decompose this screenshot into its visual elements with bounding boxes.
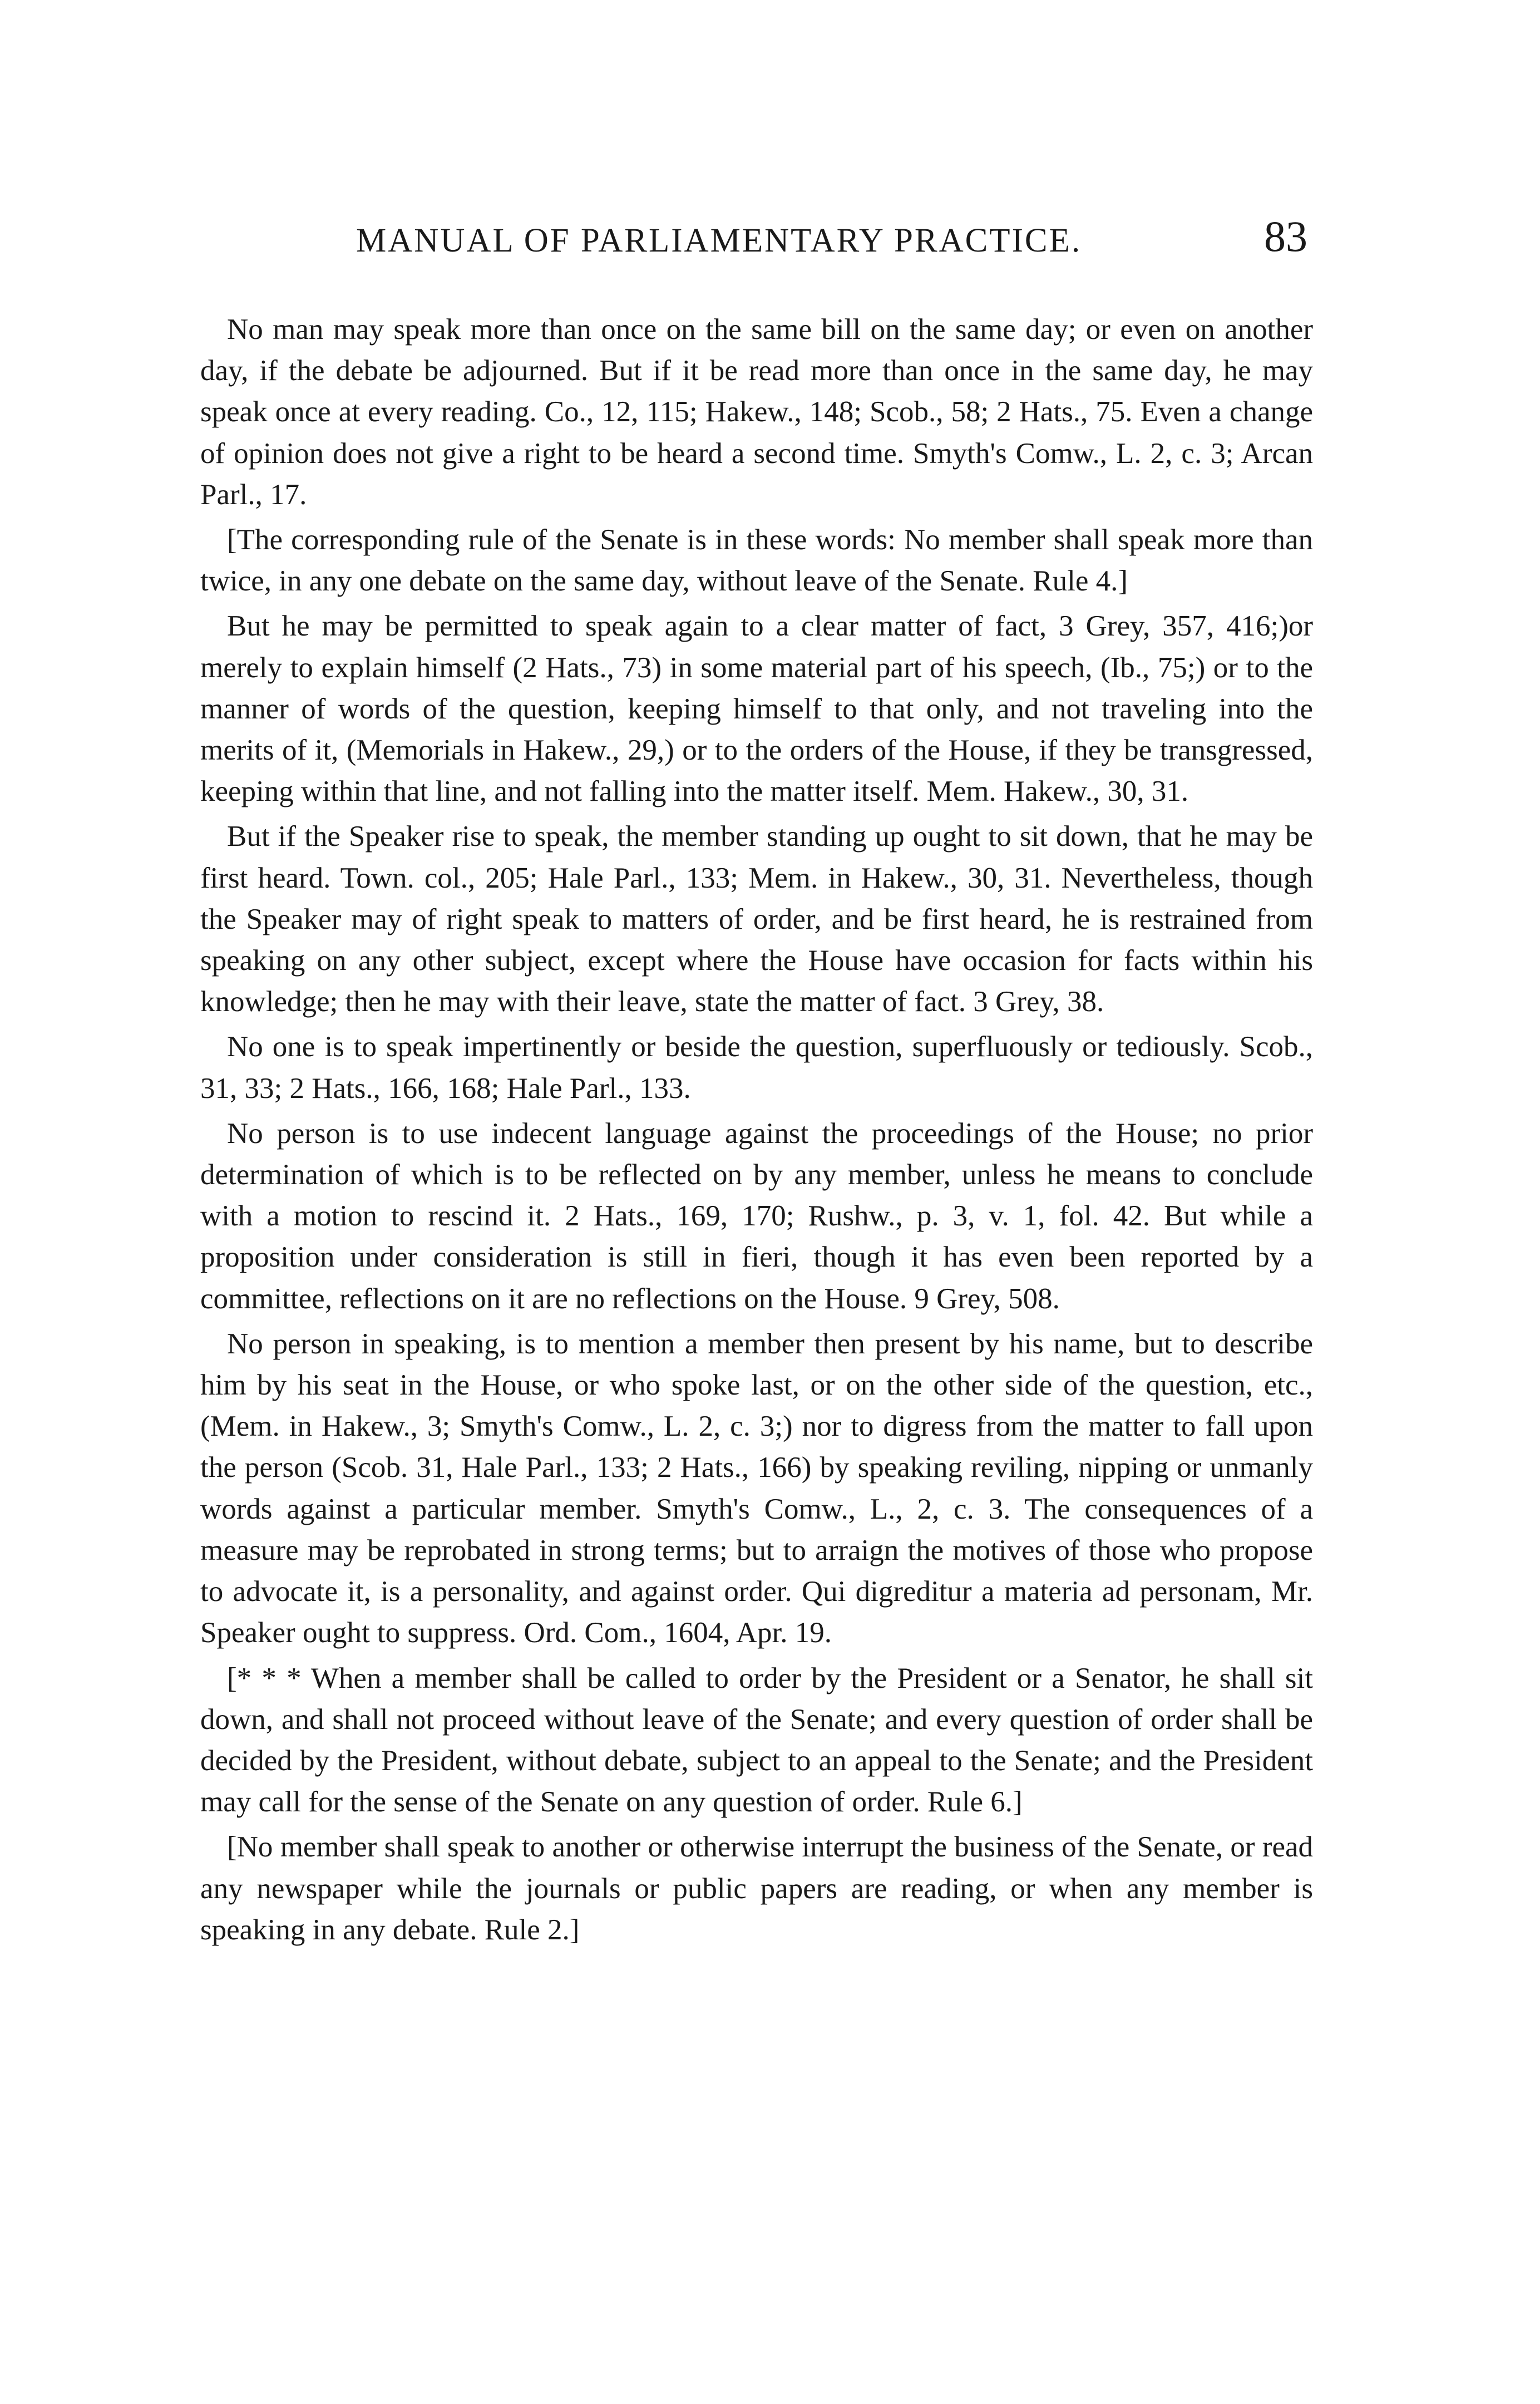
paragraph: No person is to use indecent language against the proceedings of the House; no prior determination of which is to be reflected on by any member, unless he means to conclude with a motion to rescind it. 2 Hats., 169, 170; Rushw., p. 3, v. 1, fol. 42. But while a proposition under consideration is still in fieri, though it has even been reported by a committee, reflections on it are no reflections on the House. 9 Grey, 508. [200, 1117, 1313, 1315]
paragraph: [* * * When a member shall be called to order by the President or a Senator, he shall sit down, and shall not proceed without leave of the Senate; and every question of order shall be decided by the President, without debate, subject to an appeal to the Senate; and the President may call for the sense of the Senate on any question of order. Rule 6.] [200, 1662, 1313, 1819]
page-header [200, 211, 1319, 273]
paragraph: But he may be permitted to speak again to a clear matter of fact, 3 Grey, 357, 416;)or merely to explain himself (2 Hats., 73) in some material part of his speech, (Ib., 75;) or to the manner of words of the question, keeping himself to that only, and not traveling into the merits of it, (Memorials in Hakew., 29,) or to the orders of the House, if they be transgressed, keeping within that line, and not falling into the matter itself. Mem. Hakew., 30, 31. [200, 610, 1313, 808]
page-number: 83 [1264, 212, 1307, 260]
paragraph: No one is to speak impertinently or beside the question, superfluously or tediously. Scob., 31, 33; 2 Hats., 166, 168; Hale Parl., 133. [200, 1031, 1313, 1105]
paragraph: [The corresponding rule of the Senate is in these words: No member shall speak more than twice, in any one debate on the same day, without leave of the Senate. Rule 4.] [200, 524, 1313, 598]
paragraph: No man may speak more than once on the same bill on the same day; or even on another day, if the debate be adjourned. But if it be read more than once in the same day, he may speak once at every reading. Co., 12, 115; Hakew., 148; Scob., 58; 2 Hats., 75. Even a change of opinion does not give a right to be heard a second time. Smyth's Comw., L. 2, c. 3; Arcan Parl., 17. [200, 313, 1313, 511]
running-title: MANUAL OF PARLIAMENTARY PRACTICE. [356, 222, 1082, 259]
paragraph: But if the Speaker rise to speak, the member standing up ought to sit down, that he may be first heard. Town. col., 205; Hale Parl., 133; Mem. in Hakew., 30, 31. Nevertheless, though the Speaker may of right speak to matters of order, and be first heard, he is restrained from speaking on any other subject, except where the House have occasion for facts within his knowledge; then he may with their leave, state the matter of fact. 3 Grey, 38. [200, 820, 1313, 1018]
paragraph: [No member shall speak to another or otherwise interrupt the business of the Senate, or read any newspaper while the journals or public papers are reading, or when any member is speaking in any debate. Rule 2.] [200, 1831, 1313, 1946]
paragraph: No person in speaking, is to mention a member then present by his name, but to describe him by his seat in the House, or who spoke last, or on the other side of the question, etc., (Mem. in Hakew., 3; Smyth's Comw., L. 2, c. 3;) nor to digress from the matter to fall upon the person (Scob. 31, Hale Parl., 133; 2 Hats., 166) by speaking reviling, nipping or unmanly words against a particular member. Smyth's Comw., L., 2, c. 3. The consequences of a measure may be reprobated in strong terms; but to arraign the motives of those who propose to advocate it, is a personality, and against order. Qui digreditur a materia ad personam, Mr. Speaker ought to suppress. Ord. Com., 1604, Apr. 19. [200, 1327, 1313, 1649]
body-text [200, 309, 1313, 1954]
